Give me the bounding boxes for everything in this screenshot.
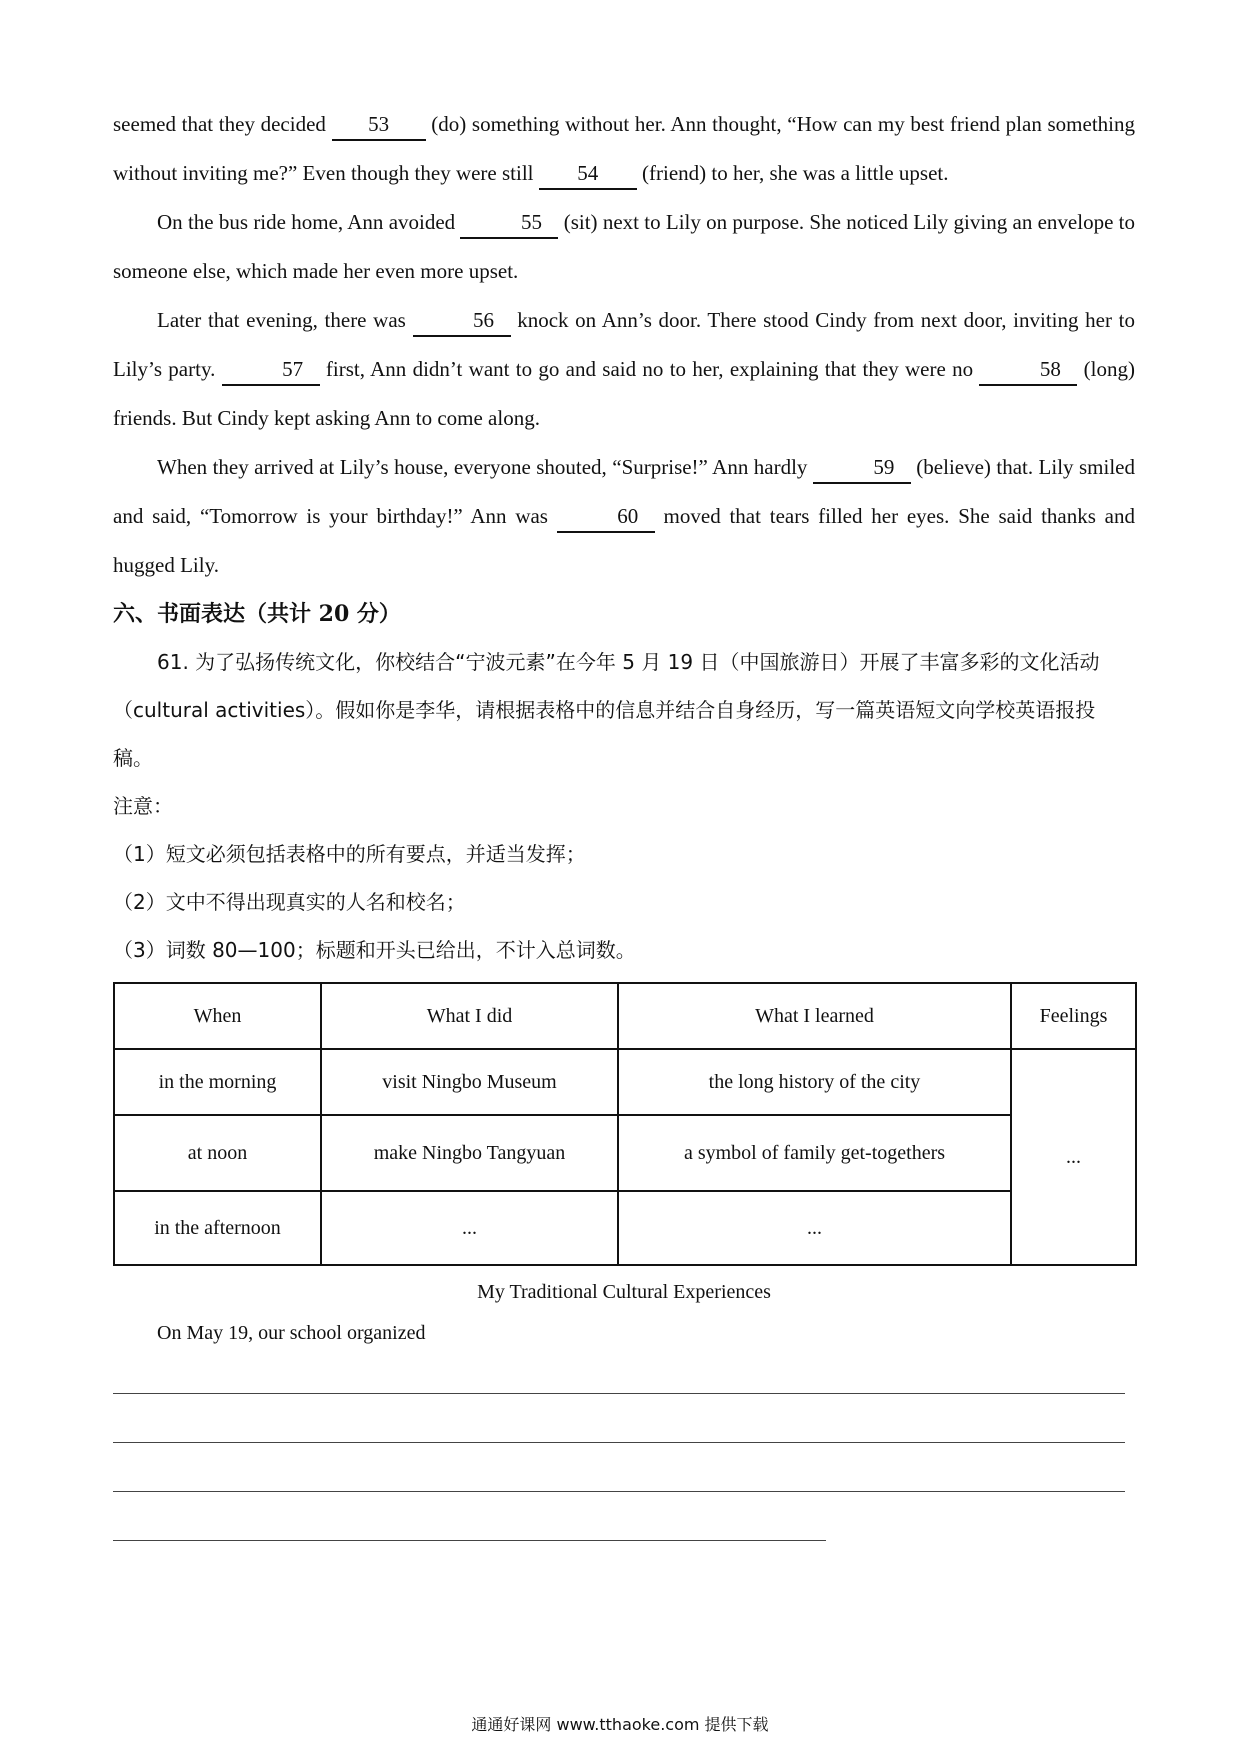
note-3: （3）词数 80—100；标题和开头已给出，不计入总词数。	[113, 938, 636, 962]
passage-text: (sit) next to Lily on purpose. She noticed Lily giving an envelope to someone else, which made her even more upset.	[113, 210, 1135, 283]
passage-text: knock on Ann’s door. There stood Cindy from next door, inviting her to Lily’s party.	[113, 308, 1135, 381]
writing-prompt: 61. 为了弘扬传统文化，你校结合“宁波元素”在今年 5 月 19 日（中国旅游日）开展了丰富多彩的文化活动（cultural activities）。假如你是李华，请根据表格中的信息并结合自身经历，写一篇英语短文向学校英语报投稿。	[113, 650, 1100, 770]
passage-paragraph-1	[113, 100, 1135, 198]
header-what-i-did: What I did	[321, 983, 618, 1049]
cell-feelings: ...	[1011, 1049, 1136, 1265]
header-what-i-learned: What I learned	[618, 983, 1011, 1049]
note-1: （1）短文必须包括表格中的所有要点，并适当发挥；	[113, 842, 586, 866]
info-table	[113, 982, 1137, 1266]
essay-opening: On May 19, our school organized	[157, 1322, 426, 1344]
cell-what-i-did: ...	[321, 1191, 618, 1265]
passage-paragraph-4	[113, 443, 1135, 590]
footer-credit: 通通好课网 www.tthaoke.com 提供下载	[471, 1715, 769, 1734]
passage-text: (do) something without her. Ann thought, “How can my best friend plan something without inviting me?” Even though they were still	[113, 112, 1136, 185]
blank-60: 60	[557, 501, 655, 533]
cell-when: in the morning	[114, 1049, 321, 1115]
cell-what-i-learned: the long history of the city	[618, 1049, 1011, 1115]
blank-57: 57	[222, 354, 320, 386]
passage-text: Later that evening, there was	[157, 308, 413, 332]
cell-when: at noon	[114, 1115, 321, 1191]
blank-53: 53	[332, 109, 426, 141]
header-feelings: Feelings	[1011, 983, 1136, 1049]
essay-title: My Traditional Cultural Experiences	[477, 1281, 771, 1303]
passage-paragraph-3	[113, 296, 1135, 443]
passage-text: On the bus ride home, Ann avoided	[157, 210, 461, 234]
passage-text: When they arrived at Lily’s house, everyone shouted, “Surprise!” Ann hardly	[157, 455, 813, 479]
writing-line[interactable]	[113, 1540, 826, 1541]
blank-58: 58	[979, 354, 1077, 386]
passage-text: first, Ann didn’t want to go and said no to her, explaining that they were no	[319, 357, 980, 381]
cell-what-i-learned: a symbol of family get-togethers	[618, 1115, 1011, 1191]
note-2: （2）文中不得出现真实的人名和校名；	[113, 890, 466, 914]
table-row	[114, 1191, 1136, 1265]
passage-paragraph-2	[113, 198, 1135, 296]
blank-54: 54	[539, 158, 637, 190]
cell-what-i-learned: ...	[618, 1191, 1011, 1265]
table-row	[114, 1115, 1136, 1191]
notes-label: 注意：	[113, 794, 173, 818]
passage-text: (long) friends. But Cindy kept asking Ann to come along.	[113, 357, 1135, 430]
blank-55: 55	[460, 207, 558, 239]
passage-text: moved that tears filled her eyes. She said thanks and hugged Lily.	[113, 504, 1136, 577]
passage-text: (friend) to her, she was a little upset.	[636, 161, 949, 185]
header-when: When	[114, 983, 321, 1049]
cell-what-i-did: visit Ningbo Museum	[321, 1049, 618, 1115]
passage-text: seemed that they decided	[113, 112, 332, 136]
table-header-row	[114, 983, 1136, 1049]
worksheet-page	[113, 100, 1135, 1541]
cell-when: in the afternoon	[114, 1191, 321, 1265]
blank-59: 59	[813, 452, 911, 484]
table-row	[114, 1049, 1136, 1115]
section-title: 六、书面表达（共计 20 分）	[113, 601, 401, 627]
cell-what-i-did: make Ningbo Tangyuan	[321, 1115, 618, 1191]
passage-text: (believe) that. Lily smiled and said, “Tomorrow is your birthday!” Ann was	[113, 455, 1135, 528]
blank-56: 56	[413, 305, 511, 337]
